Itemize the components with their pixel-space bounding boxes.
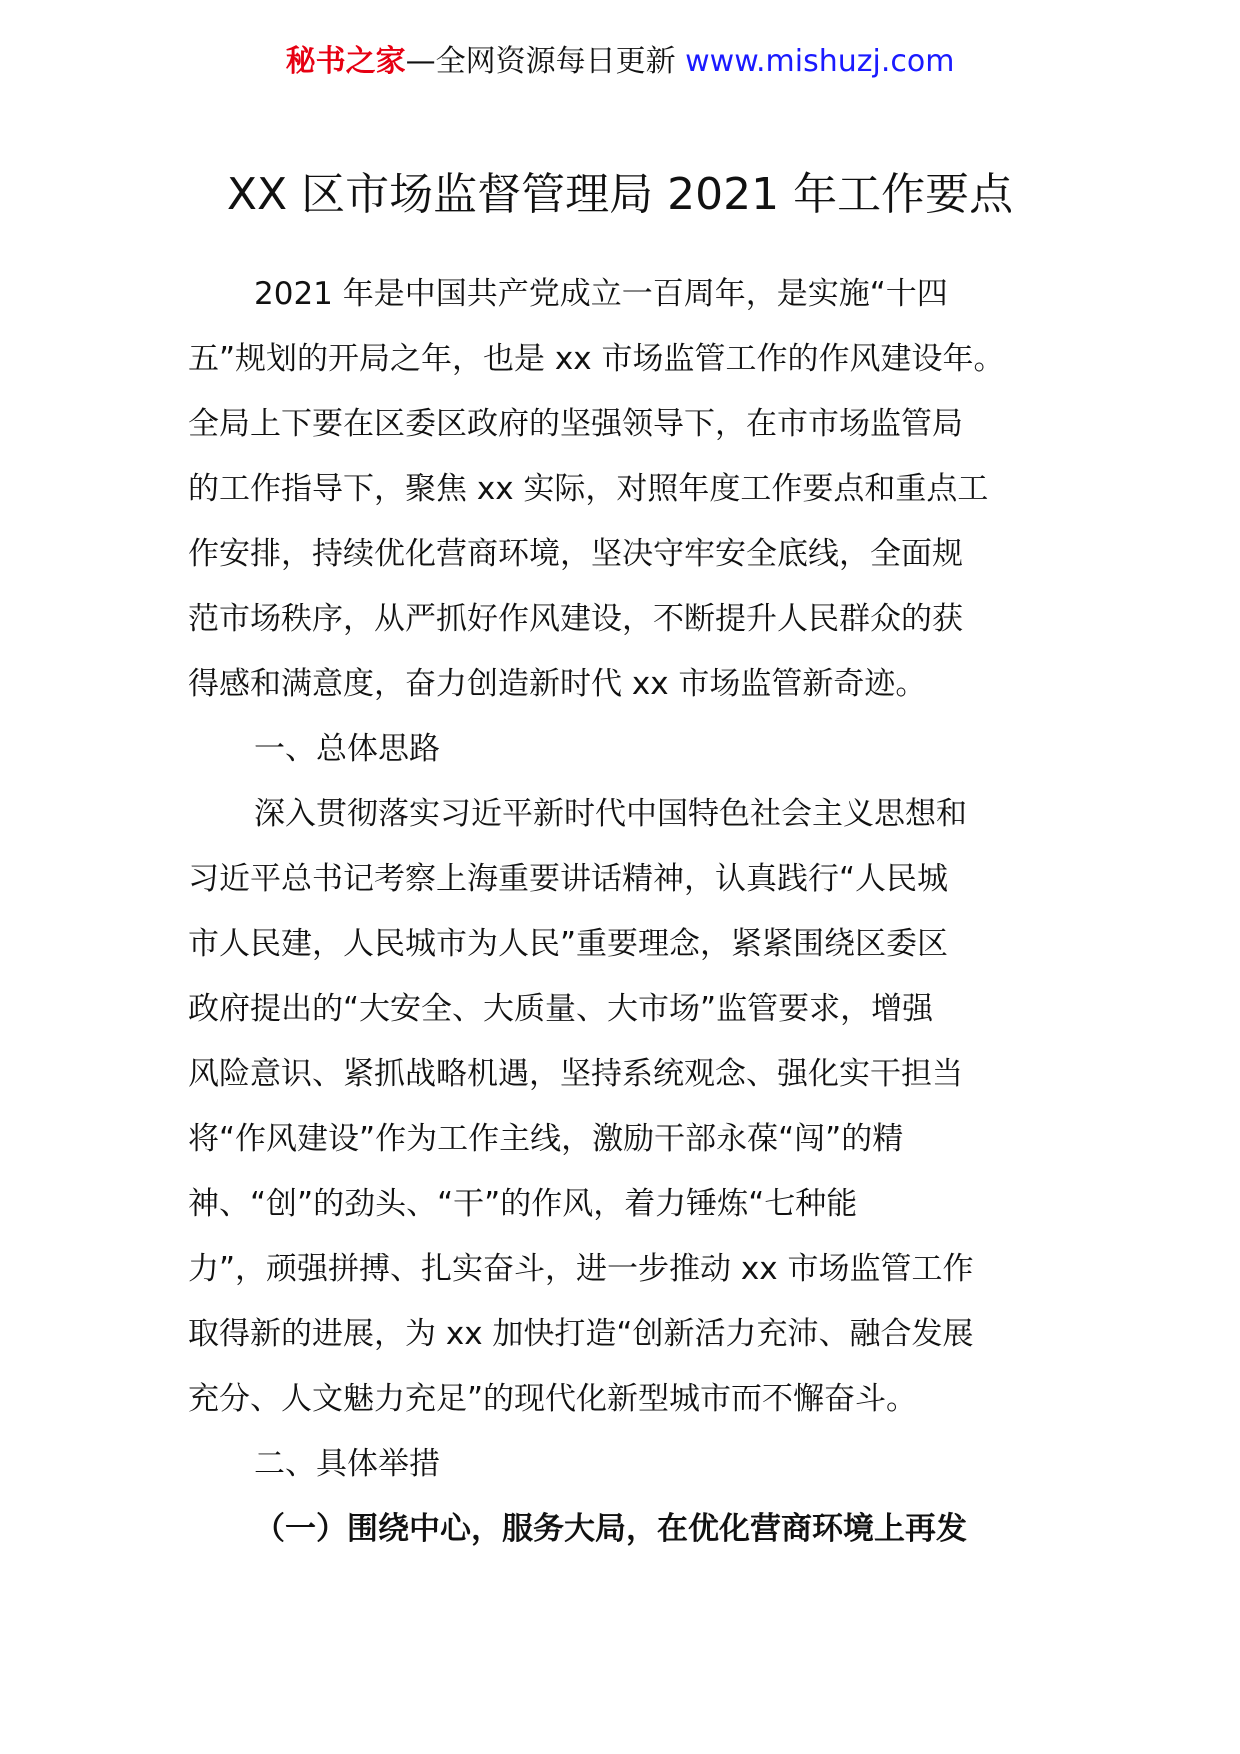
header-slogan: —全网资源每日更新 <box>405 44 686 79</box>
body-text-line: 五”规划的开局之年，也是 xx 市场监管工作的作风建设年。 <box>188 341 1005 377</box>
body-text-line: 风险意识、紧抓战略机遇，坚持系统观念、强化实干担当 <box>188 1056 963 1092</box>
body-text-line: 市人民建，人民城市为人民”重要理念，紧紧围绕区委区 <box>188 926 949 962</box>
body-text-line: 全局上下要在区委区政府的坚强领导下，在市市场监管局 <box>188 406 963 442</box>
body-text-line: 神、“创”的劲头、“干”的作风，着力锤炼“七种能 <box>188 1186 858 1222</box>
body-text-line: 范市场秩序，从严抓好作风建设，不断提升人民群众的获 <box>188 601 963 637</box>
body-text-line: 作安排，持续优化营商环境，坚决守牢安全底线，全面规 <box>188 536 963 572</box>
body-text-line: 习近平总书记考察上海重要讲话精神，认真践行“人民城 <box>188 861 949 897</box>
page-header <box>0 40 1240 84</box>
body-text-line: 深入贯彻落实习近平新时代中国特色社会主义思想和 <box>254 796 967 832</box>
document-body <box>188 262 1068 1562</box>
body-text-line: 的工作指导下，聚焦 xx 实际，对照年度工作要点和重点工 <box>188 471 989 507</box>
body-text-line: 将“作风建设”作为工作主线，激励干部永葆“闯”的精 <box>188 1121 904 1157</box>
body-text-line: 一、总体思路 <box>254 731 440 767</box>
body-text-line: 政府提出的“大安全、大质量、大市场”监管要求，增强 <box>188 991 934 1027</box>
header-brand: 秘书之家 <box>285 44 406 79</box>
section-heading-line: （一）围绕中心，服务大局，在优化营商环境上再发 <box>254 1511 967 1547</box>
document-title: XX 区市场监督管理局 2021 年工作要点 <box>226 169 1014 220</box>
header-url-link[interactable]: www.mishuzj.com <box>685 44 955 79</box>
body-text-line: 力”，顽强拼搏、扎实奋斗，进一步推动 xx 市场监管工作 <box>188 1251 974 1287</box>
body-text-line: 2021 年是中国共产党成立一百周年，是实施“十四 <box>254 276 948 312</box>
body-text-line: 二、具体举措 <box>254 1446 440 1482</box>
body-text-line: 充分、人文魅力充足”的现代化新型城市而不懈奋斗。 <box>188 1381 918 1417</box>
body-text-line: 得感和满意度，奋力创造新时代 xx 市场监管新奇迹。 <box>188 666 927 702</box>
body-text-line: 取得新的进展，为 xx 加快打造“创新活力充沛、融合发展 <box>188 1316 974 1352</box>
